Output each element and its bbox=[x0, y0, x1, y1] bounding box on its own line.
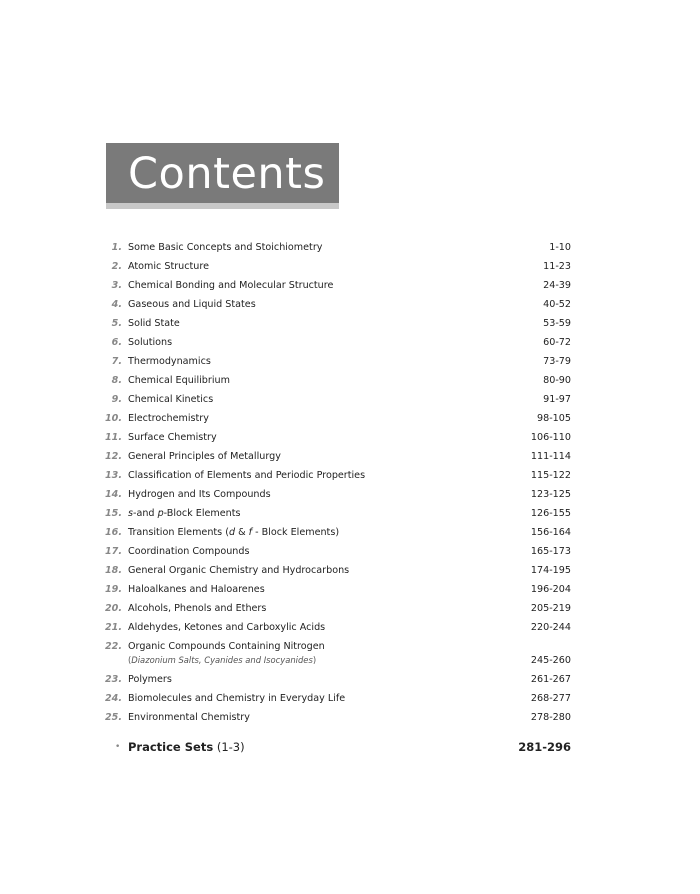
toc-entry[interactable] bbox=[0, 295, 700, 314]
chapter-number: 16. bbox=[105, 527, 122, 538]
page-range: 53-59 bbox=[543, 318, 571, 329]
chapter-title bbox=[128, 523, 339, 542]
chapter-title: Biomolecules and Chemistry in Everyday Life bbox=[128, 693, 346, 704]
practice-sets-range: (1-3) bbox=[213, 740, 245, 754]
chapter-number: 12. bbox=[105, 451, 122, 462]
chapter-title: Chemical Bonding and Molecular Structure bbox=[128, 280, 334, 291]
chapter-number: 18. bbox=[105, 565, 122, 576]
practice-sets-row[interactable] bbox=[0, 737, 700, 757]
page-range: 98-105 bbox=[537, 413, 571, 424]
toc-entry[interactable] bbox=[0, 257, 700, 276]
chapter-title: Surface Chemistry bbox=[128, 432, 217, 443]
page-range: 106-110 bbox=[530, 432, 571, 443]
chapter-title-part: - Block Elements) bbox=[252, 527, 340, 538]
page-range: 205-219 bbox=[530, 603, 571, 614]
table-of-contents bbox=[0, 238, 700, 727]
page-range: 24-39 bbox=[543, 280, 571, 291]
bullet-icon: • bbox=[115, 742, 121, 752]
chapter-title-part: -and bbox=[133, 508, 158, 519]
chapter-title: Classification of Elements and Periodic Properties bbox=[128, 470, 366, 481]
chapter-number: 5. bbox=[111, 318, 122, 329]
chapter-title: Organic Compounds Containing Nitrogen bbox=[128, 641, 325, 652]
page-range: 126-155 bbox=[530, 508, 571, 519]
page-range: 196-204 bbox=[530, 584, 571, 595]
toc-entry[interactable] bbox=[0, 618, 700, 637]
toc-entry[interactable] bbox=[0, 523, 700, 542]
toc-entry[interactable] bbox=[0, 637, 700, 670]
toc-entry[interactable] bbox=[0, 352, 700, 371]
page-range: 174-195 bbox=[530, 565, 571, 576]
page-range: 156-164 bbox=[530, 527, 571, 538]
chapter-number: 15. bbox=[105, 508, 122, 519]
toc-entry[interactable] bbox=[0, 390, 700, 409]
chapter-title-part: p bbox=[157, 508, 164, 519]
chapter-title: Some Basic Concepts and Stoichiometry bbox=[128, 242, 323, 253]
toc-entry[interactable] bbox=[0, 670, 700, 689]
practice-sets-label bbox=[128, 737, 245, 757]
chapter-title-part: Transition Elements ( bbox=[128, 527, 229, 538]
subtitle-open-paren: ( bbox=[128, 655, 132, 665]
page-range: 278-280 bbox=[530, 712, 571, 723]
chapter-title: Gaseous and Liquid States bbox=[128, 299, 256, 310]
page-range: 40-52 bbox=[543, 299, 571, 310]
page-range: 1-10 bbox=[549, 242, 571, 253]
toc-entry[interactable] bbox=[0, 504, 700, 523]
page-range: 80-90 bbox=[543, 375, 571, 386]
chapter-title: Alcohols, Phenols and Ethers bbox=[128, 603, 267, 614]
chapter-number: 19. bbox=[105, 584, 122, 595]
page-range: 115-122 bbox=[530, 470, 571, 481]
chapter-number: 3. bbox=[111, 280, 122, 291]
chapter-title: Aldehydes, Ketones and Carboxylic Acids bbox=[128, 622, 326, 633]
chapter-number: 25. bbox=[105, 712, 122, 723]
toc-entry[interactable] bbox=[0, 371, 700, 390]
toc-entry[interactable] bbox=[0, 561, 700, 580]
page-title: Contents bbox=[128, 149, 326, 199]
toc-entry[interactable] bbox=[0, 447, 700, 466]
chapter-number: 8. bbox=[111, 375, 122, 386]
page-range: 60-72 bbox=[543, 337, 571, 348]
chapter-number: 21. bbox=[105, 622, 122, 633]
page-range: 123-125 bbox=[530, 489, 571, 500]
chapter-number: 1. bbox=[111, 242, 122, 253]
page-range: 245-260 bbox=[530, 655, 571, 666]
chapter-number: 23. bbox=[105, 674, 122, 685]
toc-entry[interactable] bbox=[0, 428, 700, 447]
practice-sets-title: Practice Sets bbox=[128, 740, 214, 754]
toc-entry[interactable] bbox=[0, 238, 700, 257]
chapter-number: 10. bbox=[105, 413, 122, 424]
chapter-title: General Organic Chemistry and Hydrocarbons bbox=[128, 565, 350, 576]
toc-entry[interactable] bbox=[0, 409, 700, 428]
chapter-title-part: s bbox=[128, 508, 133, 519]
chapter-title-part: & bbox=[235, 527, 249, 538]
toc-entry[interactable] bbox=[0, 466, 700, 485]
chapter-title: Thermodynamics bbox=[128, 356, 211, 367]
toc-entry[interactable] bbox=[0, 333, 700, 352]
subtitle-close-paren: ) bbox=[312, 655, 317, 665]
chapter-title: Chemical Equilibrium bbox=[128, 375, 230, 386]
chapter-number: 17. bbox=[105, 546, 122, 557]
chapter-number: 14. bbox=[105, 489, 122, 500]
toc-entry[interactable] bbox=[0, 580, 700, 599]
practice-sets-pages: 281-296 bbox=[518, 740, 571, 754]
page-range: 165-173 bbox=[530, 546, 571, 557]
page-range: 11-23 bbox=[543, 261, 571, 272]
chapter-title: Solid State bbox=[128, 318, 180, 329]
chapter-title-part: f bbox=[248, 527, 253, 538]
chapter-title: Haloalkanes and Haloarenes bbox=[128, 584, 265, 595]
chapter-title: Chemical Kinetics bbox=[128, 394, 214, 405]
toc-entry[interactable] bbox=[0, 708, 700, 727]
page-range: 268-277 bbox=[530, 693, 571, 704]
chapter-title: Coordination Compounds bbox=[128, 546, 250, 557]
toc-entry[interactable] bbox=[0, 542, 700, 561]
page-range: 73-79 bbox=[543, 356, 571, 367]
toc-entry[interactable] bbox=[0, 689, 700, 708]
chapter-number: 20. bbox=[105, 603, 122, 614]
chapter-title-part: -Block Elements bbox=[163, 508, 241, 519]
toc-entry[interactable] bbox=[0, 599, 700, 618]
chapter-subtitle bbox=[128, 651, 316, 670]
toc-entry[interactable] bbox=[0, 485, 700, 504]
contents-title-banner bbox=[106, 143, 339, 209]
chapter-title bbox=[128, 504, 241, 523]
chapter-number: 13. bbox=[105, 470, 122, 481]
page-range: 111-114 bbox=[530, 451, 571, 462]
chapter-title-part: d bbox=[228, 527, 236, 538]
chapter-title: Hydrogen and Its Compounds bbox=[128, 489, 271, 500]
page-range: 261-267 bbox=[530, 674, 571, 685]
chapter-number: 2. bbox=[111, 261, 122, 272]
chapter-title: General Principles of Metallurgy bbox=[128, 451, 281, 462]
page-range: 220-244 bbox=[530, 622, 571, 633]
toc-entry[interactable] bbox=[0, 314, 700, 333]
chapter-title: Atomic Structure bbox=[128, 261, 209, 272]
chapter-number: 11. bbox=[105, 432, 122, 443]
chapter-number: 7. bbox=[111, 356, 122, 367]
subtitle-text: Diazonium Salts, Cyanides and Isocyanides bbox=[131, 655, 313, 665]
page-range: 91-97 bbox=[543, 394, 571, 405]
chapter-number: 9. bbox=[111, 394, 122, 405]
toc-entry[interactable] bbox=[0, 276, 700, 295]
chapter-number: 22. bbox=[105, 641, 122, 652]
chapter-title: Environmental Chemistry bbox=[128, 712, 250, 723]
chapter-title: Polymers bbox=[128, 674, 172, 685]
chapter-number: 4. bbox=[111, 299, 122, 310]
chapter-number: 24. bbox=[105, 693, 122, 704]
chapter-title: Solutions bbox=[128, 337, 173, 348]
chapter-number: 6. bbox=[111, 337, 122, 348]
chapter-title: Electrochemistry bbox=[128, 413, 209, 424]
